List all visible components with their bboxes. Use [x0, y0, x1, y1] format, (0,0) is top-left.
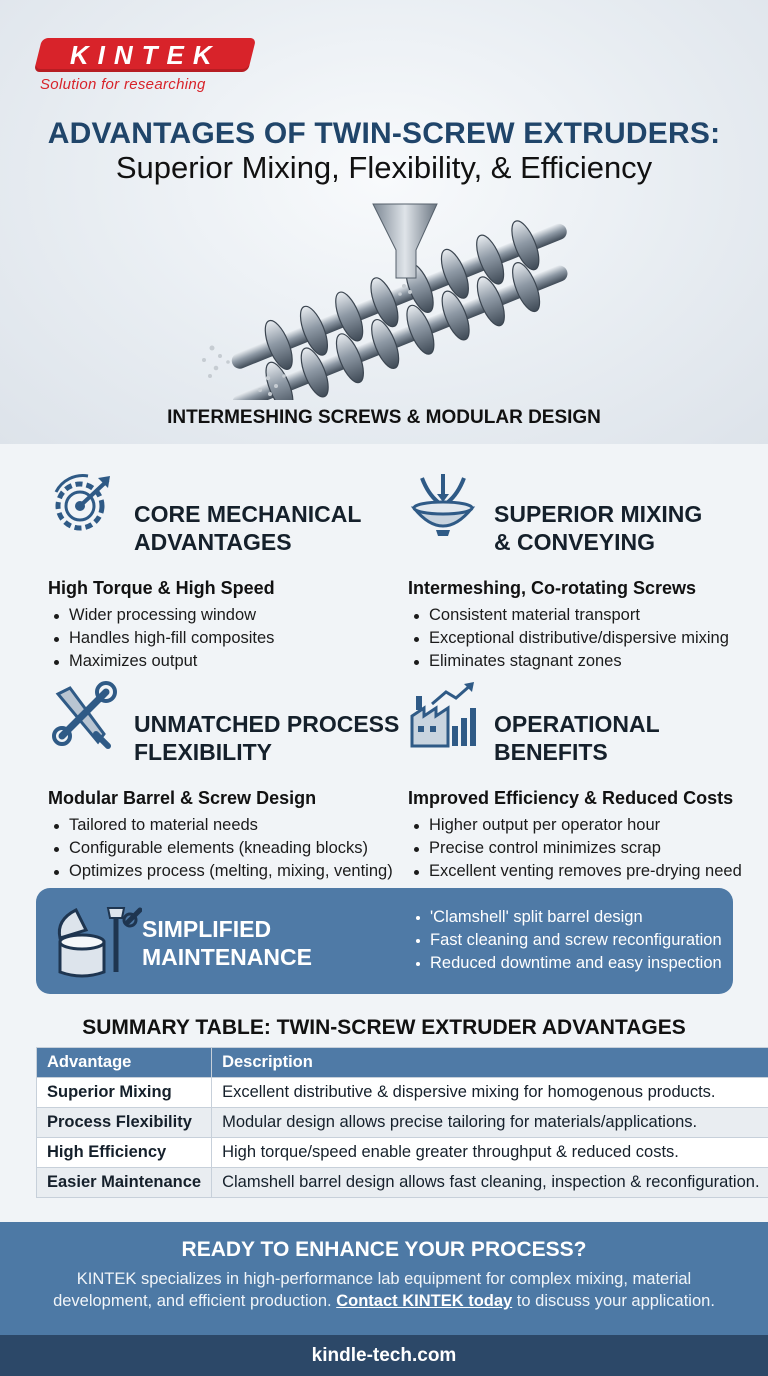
features-section [0, 444, 768, 880]
table-header-description: Description [212, 1048, 768, 1078]
feature-bullets [52, 814, 393, 883]
table-cell-advantage: High Efficiency [37, 1138, 212, 1168]
table-row [37, 1168, 768, 1198]
feature-title-line1: OPERATIONAL [494, 711, 660, 737]
table-cell-advantage: Process Flexibility [37, 1108, 212, 1138]
feature-title-line2: BENEFITS [494, 739, 608, 765]
feature-bullet: Maximizes output [52, 650, 274, 673]
maintenance-bullet: 'Clamshell' split barrel design [414, 906, 722, 929]
table-row [37, 1078, 768, 1108]
table-cell-advantage: Easier Maintenance [37, 1168, 212, 1198]
feature-bullet: Higher output per operator hour [412, 814, 742, 837]
maintenance-bullets [414, 906, 722, 975]
feature-title-line2: ADVANTAGES [134, 529, 292, 555]
feature-bullet: Tailored to material needs [52, 814, 393, 837]
page-title: ADVANTAGES OF TWIN-SCREW EXTRUDERS: [47, 117, 721, 150]
cta-body [50, 1268, 718, 1312]
feature-bullets [412, 814, 742, 883]
feature-subtitle: Improved Efficiency & Reduced Costs [408, 788, 734, 808]
feature-subtitle: Modular Barrel & Screw Design [48, 788, 317, 808]
summary-table-title: SUMMARY TABLE: TWIN-SCREW EXTRUDER ADVANTAGES [82, 1016, 686, 1039]
cta-body-text-end: to discuss your application. [512, 1292, 715, 1310]
table-cell-description: Excellent distributive & dispersive mixing for homogenous products. [212, 1078, 768, 1108]
feature-title-line2: FLEXIBILITY [134, 739, 272, 765]
table-header-advantage: Advantage [37, 1048, 212, 1078]
table-row [37, 1138, 768, 1168]
cta-body-text: KINTEK specializes in high-performance lab equipment for complex mixing, material development, and efficient production. [53, 1270, 692, 1310]
page-subtitle: Superior Mixing, Flexibility, & Efficiency [115, 150, 653, 185]
hero-section [0, 0, 768, 444]
feature-bullet: Exceptional distributive/dispersive mixing [412, 627, 729, 650]
table-cell-description: High torque/speed enable greater throughput & reduced costs. [212, 1138, 768, 1168]
table-cell-description: Clamshell barrel design allows fast cleaning, inspection & reconfiguration. [212, 1168, 768, 1198]
feature-bullet: Eliminates stagnant zones [412, 650, 729, 673]
open-barrel-wrench-icon [52, 902, 142, 980]
feature-bullets [412, 604, 729, 673]
feature-title [494, 710, 764, 766]
feature-title [134, 500, 404, 556]
logo-tagline: Solution for researching [40, 76, 206, 93]
maintenance-bullet: Reduced downtime and easy inspection [414, 952, 722, 975]
illustration-caption: INTERMESHING SCREWS & MODULAR DESIGN [167, 407, 601, 428]
table-header-row [37, 1048, 768, 1078]
logo-text: KINTEK [69, 39, 221, 70]
feature-bullet: Precise control minimizes scrap [412, 837, 742, 860]
cta-title: READY TO ENHANCE YOUR PROCESS? [181, 1238, 587, 1261]
feature-bullet: Handles high-fill composites [52, 627, 274, 650]
contact-link[interactable]: Contact KINTEK today [336, 1292, 513, 1310]
kintek-logo[interactable] [38, 38, 256, 93]
feature-bullet: Wider processing window [52, 604, 274, 627]
feature-bullet: Excellent venting removes pre-drying need [412, 860, 742, 883]
mixing-bowl-icon [408, 470, 478, 540]
site-link[interactable]: kindle-tech.com [311, 1345, 457, 1366]
summary-table [36, 1047, 768, 1198]
wrench-screwdriver-icon [48, 680, 118, 750]
feature-bullet: Consistent material transport [412, 604, 729, 627]
footer [0, 1335, 768, 1376]
feature-bullet: Configurable elements (kneading blocks) [52, 837, 393, 860]
maintenance-title [142, 915, 312, 971]
feature-title-line1: CORE MECHANICAL [134, 501, 362, 527]
feature-bullets [52, 604, 274, 673]
factory-chart-icon [408, 680, 478, 750]
feature-bullet: Optimizes process (melting, mixing, venting) [52, 860, 393, 883]
maintenance-title-line2: MAINTENANCE [142, 944, 312, 970]
table-cell-advantage: Superior Mixing [37, 1078, 212, 1108]
maintenance-title-line1: SIMPLIFIED [142, 916, 272, 942]
feature-title-line2: & CONVEYING [494, 529, 656, 555]
feature-title-line1: UNMATCHED PROCESS [134, 711, 400, 737]
feature-subtitle: Intermeshing, Co-rotating Screws [408, 578, 697, 598]
feature-subtitle: High Torque & High Speed [48, 578, 275, 598]
maintenance-bullet: Fast cleaning and screw reconfiguration [414, 929, 722, 952]
feature-title [494, 500, 764, 556]
table-cell-description: Modular design allows precise tailoring for materials/applications. [212, 1108, 768, 1138]
cta-section [0, 1222, 768, 1335]
feature-title [134, 710, 404, 766]
maintenance-banner [36, 888, 733, 994]
feature-title-line1: SUPERIOR MIXING [494, 501, 703, 527]
table-row [37, 1108, 768, 1138]
gear-arrow-icon [48, 470, 118, 540]
twin-screw-illustration [190, 200, 590, 400]
logo-badge [34, 38, 256, 72]
